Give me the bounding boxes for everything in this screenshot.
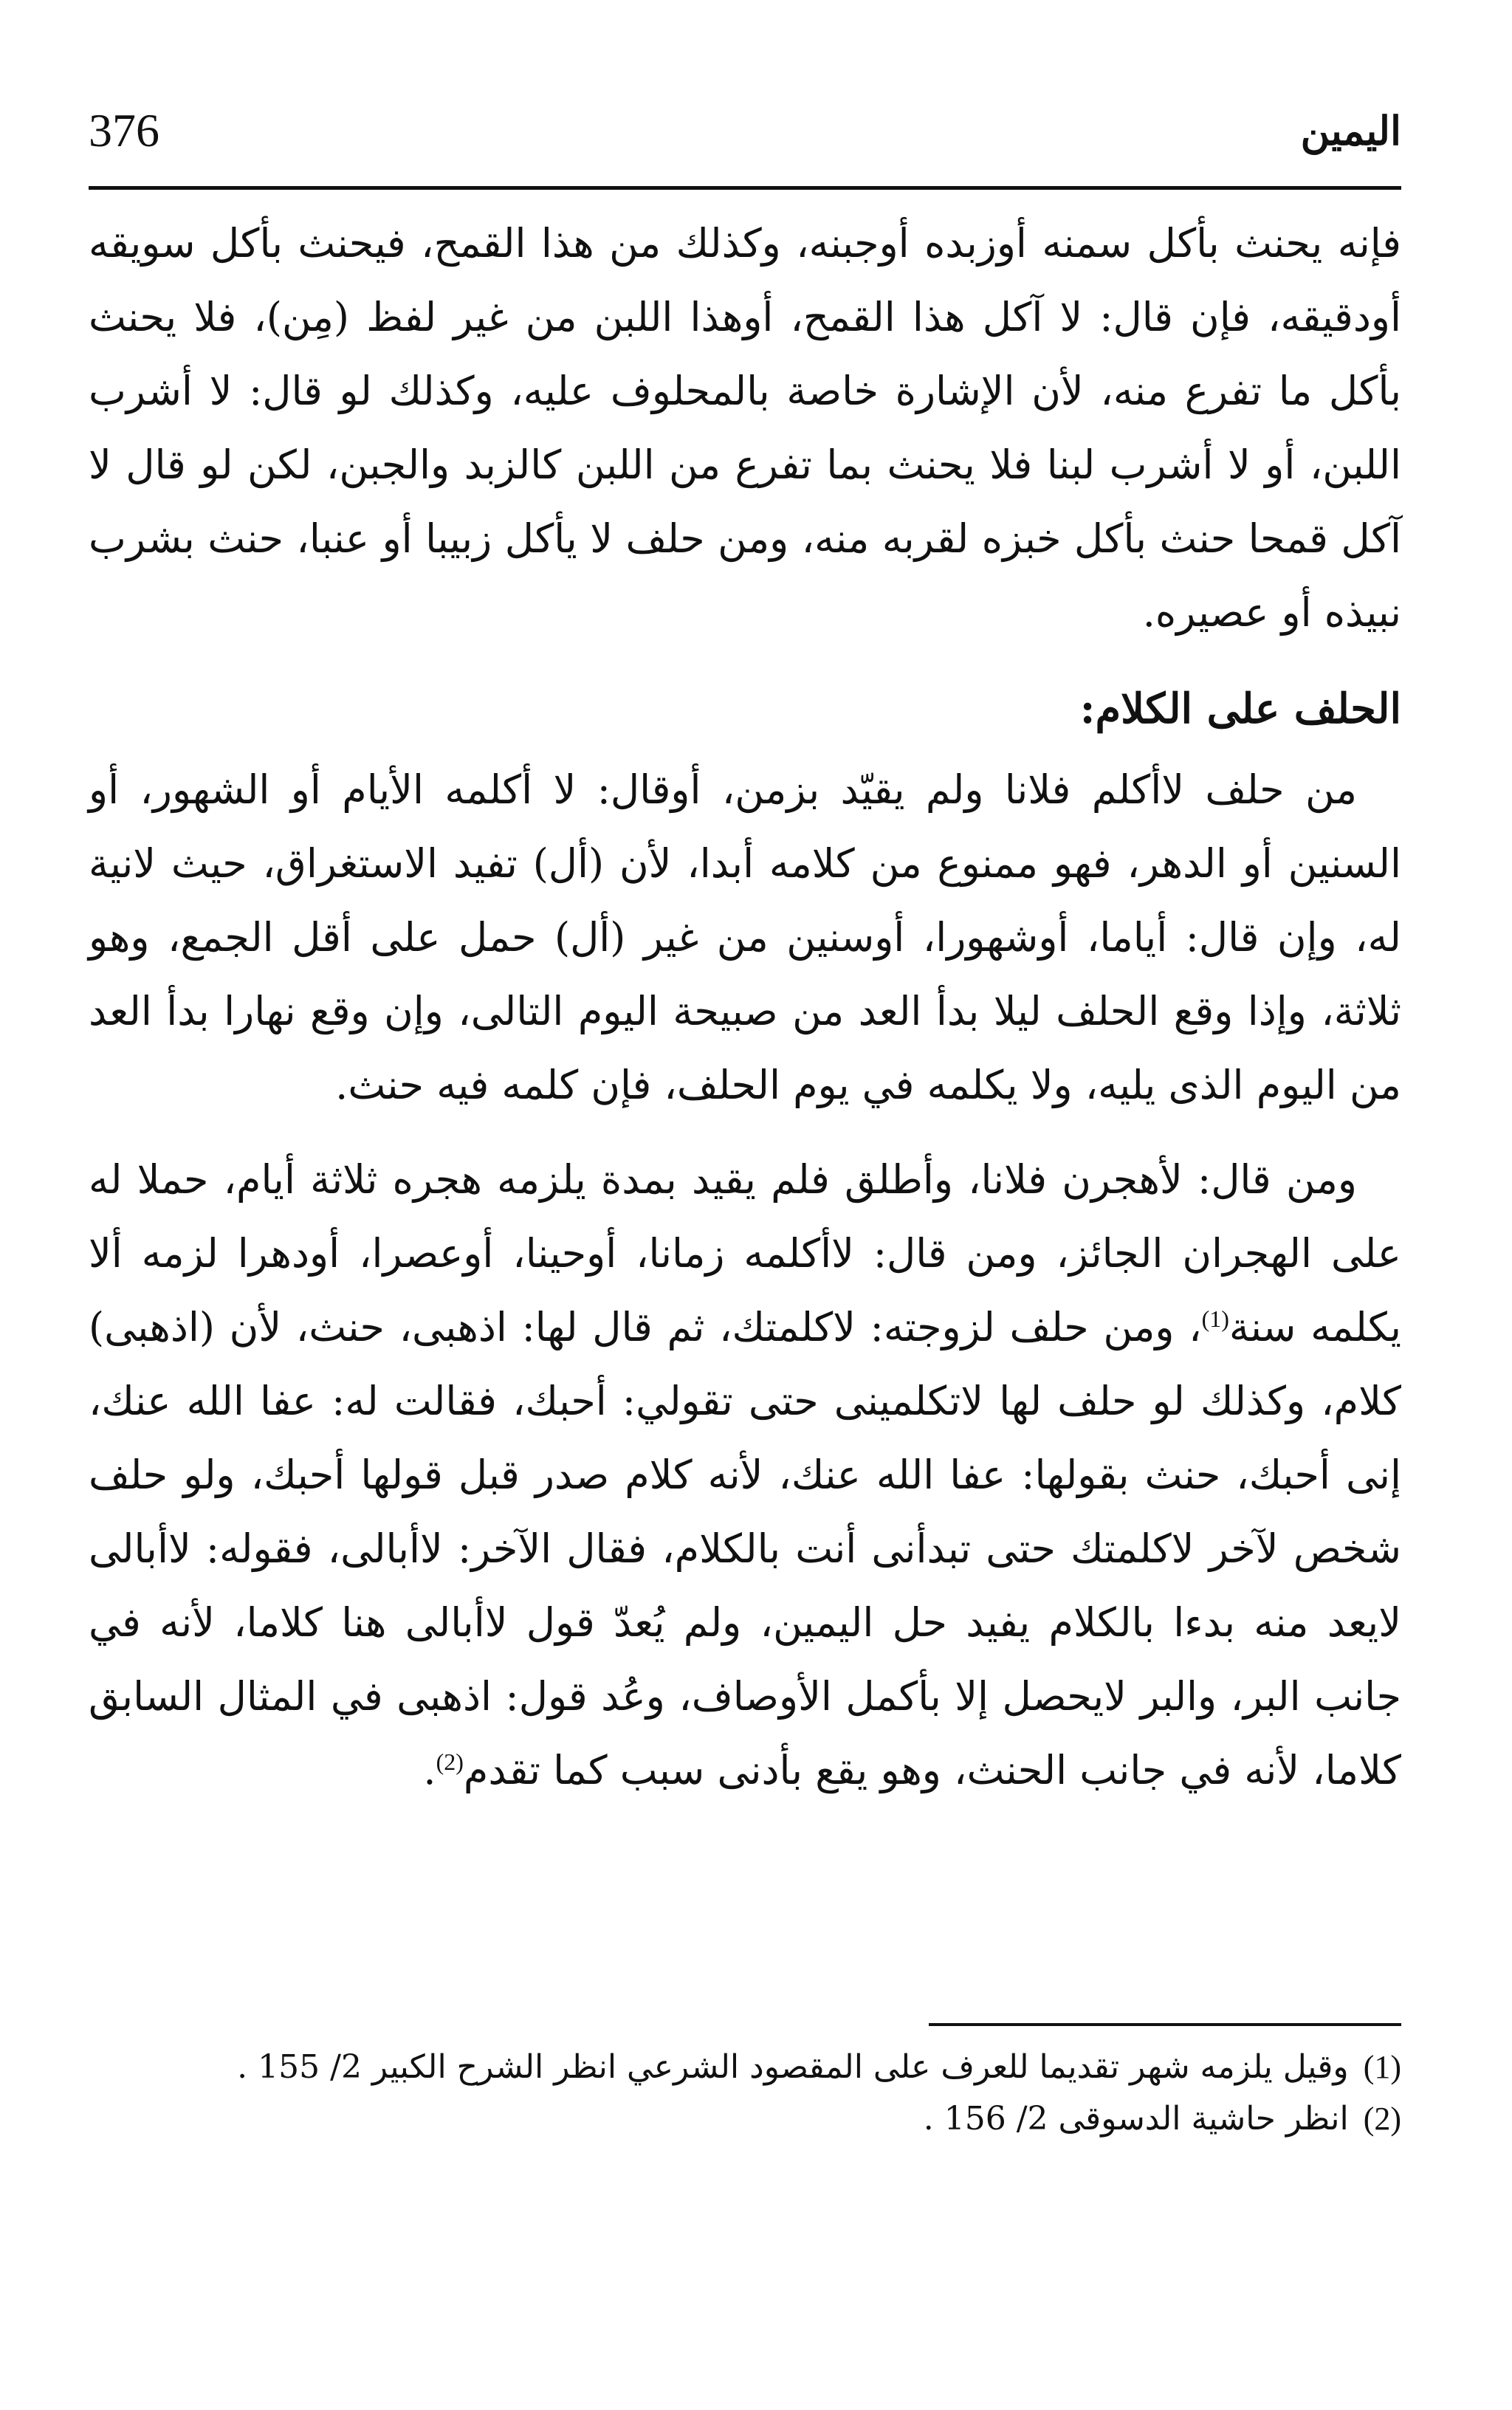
page-number: 376 (89, 104, 159, 157)
paragraph-2: من حلف لاأكلم فلانا ولم يقيّد بزمن، أوقال: لا أكلمه الأيام أو الشهور، أو السنين أو الدهر، فهو ممنوع من كلامه أبدا، لأن (أل) تفيد الاستغراق، حيث لانية له، وإن قال: أياما، أوشهورا، أوسنين من غير (أل) حمل على أقل الجمع، وهو ثلاثة، وإذا وقع الحلف ليلا بدأ العد من صبيحة اليوم التالى، وإن وقع نهارا بدأ العد من اليوم الذى يليه، ولا يكلمه في يوم الحلف، فإن كلمه فيه حنث. (89, 766, 1401, 1108)
footnote-2 (89, 2093, 1401, 2145)
running-title: اليمين (1300, 107, 1401, 154)
main-text (89, 207, 1401, 1808)
paragraph-3 (89, 1143, 1401, 1808)
footnote-number: (1) (1363, 2049, 1401, 2085)
paragraph-3-part-1: ومن قال: لأهجرن فلانا، وأطلق فلم يقيد بمدة يلزمه هجره ثلاثة أيام، حملا له على الهجران الجائز، ومن قال: لاأكلمه زمانا، أوحينا، أوعصرا، أودهرا لزمه ألا يكلمه سنة (89, 1156, 1401, 1350)
header-divider (89, 186, 1401, 190)
footnote-1 (89, 2042, 1401, 2093)
footnote-number: (2) (1363, 2101, 1401, 2137)
paragraph-1: فإنه يحنث بأكل سمنه أوزبده أوجبنه، وكذلك من هذا القمح، فيحنث بأكل سويقه أودقيقه، فإن قال: لا آكل هذا القمح، أوهذا اللبن من غير لفظ (مِن)، فلا يحنث بأكل ما تفرع منه، لأن الإشارة خاصة بالمحلوف عليه، وكذلك لو قال: لا أشرب اللبن، أو لا أشرب لبنا فلا يحنث بما تفرع من اللبن كالزبد والجبن، لكن لو قال لا آكل قمحا حنث بأكل خبزه لقربه منه، ومن حلف لا يأكل زبيبا أو عنبا، حنث بشرب نبيذه أو عصيره. (89, 220, 1401, 636)
footnote-text: وقيل يلزمه شهر تقديما للعرف على المقصود الشرعي انظر الشرح الكبير 2/ 155 . (237, 2048, 1349, 2086)
paragraph-3-end: . (423, 1747, 436, 1793)
page-header (89, 104, 1401, 188)
footnotes (89, 2042, 1401, 2145)
footnote-ref-1[interactable]: (1) (1201, 1305, 1229, 1332)
footnote-ref-2[interactable]: (2) (436, 1748, 464, 1775)
footnote-divider (929, 2023, 1401, 2026)
footnote-text: انظر حاشية الدسوقى 2/ 156 . (923, 2100, 1349, 2138)
paragraph-3-part-2: ، ومن حلف لزوجته: لاكلمتك، ثم قال لها: اذهبى، حنث، لأن (اذهبى) كلام، وكذلك لو حلف لها لاتكلمينى حتى تقولي: أحبك، فقالت له: عفا الله عنك، إنى أحبك، حنث بقولها: عفا الله عنك، لأنه كلام صدر قبل قولها أحبك، ولو حلف شخص لآخر لاكلمتك حتى تبدأنى أنت بالكلام، فقال الآخر: لاأبالى، فقوله: لاأبالى لايعد منه بدءا بالكلام يفيد حل اليمين، ولم يُعدّ قول لاأبالى هنا كلاما، لأنه في جانب البر، والبر لايحصل إلا بأكمل الأوصاف، وعُد قول: اذهبى في المثال السابق كلاما، لأنه في جانب الحنث، وهو يقع بأدنى سبب كما تقدم (89, 1304, 1401, 1793)
section-heading: الحلف على الكلام: (1079, 684, 1401, 733)
